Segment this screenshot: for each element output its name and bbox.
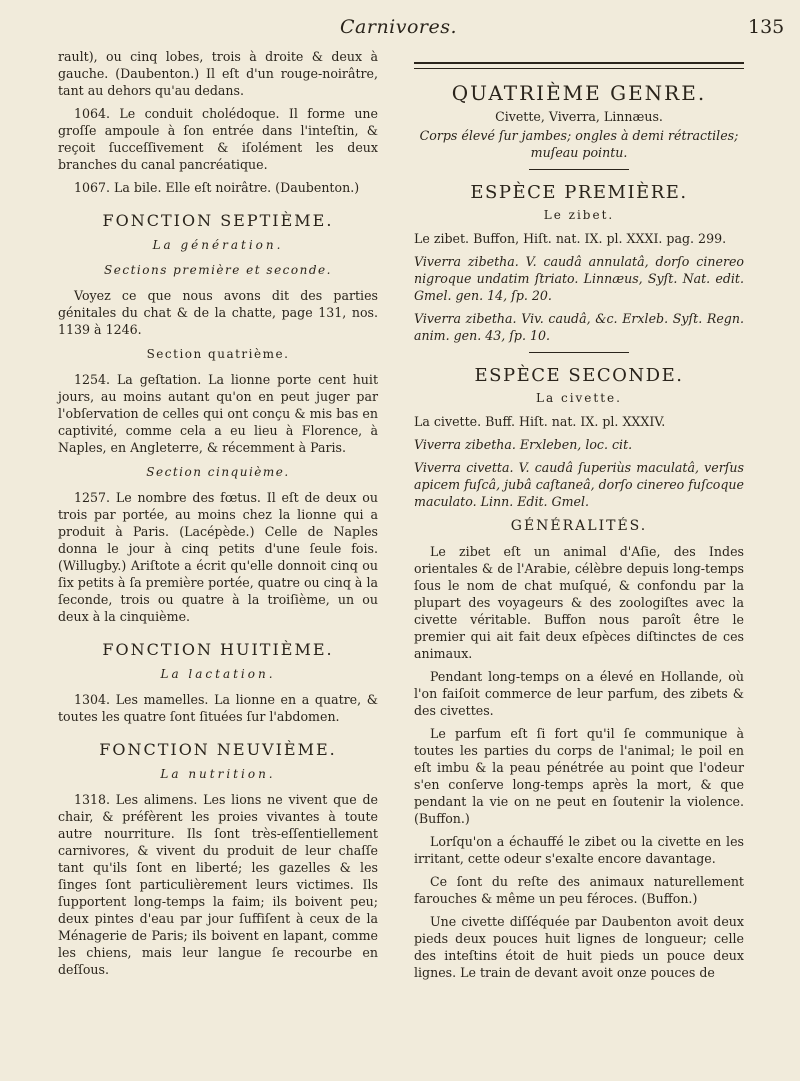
paragraph: 1064. Le conduit cholédoque. Il forme une groſſe ampoule à ſon entrée dans l'inteſtin, & reçoit ſucceſſivement & iſolément les deux branches du canal pancréatique. — [58, 106, 378, 172]
function-heading: FONCTION HUITIÈME. — [102, 640, 334, 659]
divider — [529, 169, 629, 170]
function-heading: FONCTION SEPTIÈME. — [102, 211, 334, 230]
synonymy-entry: Le zibet. Buffon, Hiſt. nat. IX. pl. XXXI. pag. 299. — [414, 231, 727, 246]
genus-description: Corps élevé ſur jambes; ongles à demi rétractiles; muſeau pointu. — [419, 128, 739, 160]
divider — [529, 352, 629, 353]
generalities-heading: GÉNÉRALITÉS. — [510, 518, 648, 534]
section-heading: Sections première et seconde. — [104, 263, 332, 277]
genus-subtitle: Civette, Viverra, Linnæus. — [495, 109, 663, 124]
paragraph: Une civette diſſéquée par Daubenton avoit deux pieds deux pouces huit lignes de longueur; celle des inteſtins étoit de huit pieds un pouce deux lignes. Le train de devant avoit onze pouces de — [414, 914, 744, 980]
paragraph: Pendant long-temps on a élevé en Hollande, où l'on faiſoit commerce de leur parfum, des zibets & des civettes. — [414, 669, 744, 718]
paragraph: Lorſqu'on a échauffé le zibet ou la civette en les irritant, cette odeur s'exalte encore davantage. — [414, 834, 744, 866]
paragraph: 1257. Le nombre des fœtus. Il eſt de deux ou trois par portée, au moins chez la lionne qui a produit à Paris. (Lacépède.) Celle de Naples donna le jour à cinq petits d'une ſeule fois. (Willugby.) Ariſtote a écrit qu'elle donnoit cinq ou ſix petits à ſa première portée, quatre ou cinq à la ſeconde, trois ou quatre à la troiſième, un ou deux à la cinquième. — [58, 490, 378, 624]
section-heading: Section quatrième. — [146, 347, 290, 361]
species-name: Le zibet. — [543, 208, 615, 222]
paragraph: rault), ou cinq lobes, trois à droite & deux à gauche. (Daubenton.) Il eſt d'un rouge-noirâtre, tant au dehors qu'au dedans. — [58, 49, 378, 98]
page-header — [0, 6, 800, 46]
genus-title: QUATRIÈME GENRE. — [451, 81, 707, 105]
paragraph: 1254. La geſtation. La lionne porte cent huit jours, au moins autant qu'on en peut juger par l'obſervation de celles qui ont conçu & mis bas en captivité, comme cela a eu lieu à Florence, à Naples, en Angleterre, & récemment à Paris. — [58, 372, 378, 455]
paragraph: Le parfum eſt ſi fort qu'il ſe communique à toutes les parties du corps de l'animal; le poil en eſt imbu & la peau pénétrée au point que l'odeur s'en conſerve long-temps après la mort, & que pendant la vie on ne peut en ſoutenir la violence. (Buffon.) — [414, 726, 744, 826]
species-heading: ESPÈCE PREMIÈRE. — [470, 182, 688, 203]
paragraph: 1067. La bile. Elle eſt noirâtre. (Daubenton.) — [74, 180, 360, 195]
paragraph: 1318. Les alimens. Les lions ne vivent que de chair, & préfèrent les proies vivantes à toute autre nourriture. Ils ſont très-eſſentiellement carnivores, & vivent du produit de leur chaſſe tant qu'ils ſont en liberté; les gazelles & les ſinges ſont particulièrement leurs victimes. Ils ſupportent long-temps la faim; ils boivent peu; deux pintes d'eau par jour ſuffiſent à ceux de la Ménagerie de Paris; ils boivent en lapant, comme les chiens, mais leur langue ſe recourbe en deſſous. — [58, 792, 378, 977]
function-subheading: La nutrition. — [160, 767, 276, 781]
section-heading: Section cinquième. — [146, 465, 290, 479]
function-subheading: La génération. — [152, 238, 284, 252]
paragraph: Voyez ce que nous avons dit des parties génitales du chat & de la chatte, page 131, nos. 1139 à 1246. — [58, 288, 378, 337]
synonymy-entry: Viverra zibetha. V. caudâ annulatâ, dorſo cinereo nigroque undatim ſtriato. Linnæus, Syſt. Nat. edit. Gmel. gen. 14, ſp. 20. — [414, 254, 744, 303]
page-number: 135 — [748, 16, 785, 38]
paragraph: Ce ſont du reſte des animaux naturellement farouches & même un peu féroces. (Buffon.) — [414, 874, 744, 906]
synonymy-entry: La civette. Buff. Hiſt. nat. IX. pl. XXXIV. — [414, 414, 666, 429]
decorative-rule — [414, 62, 744, 69]
left-column — [58, 48, 378, 984]
function-heading: FONCTION NEUVIÈME. — [99, 740, 337, 759]
running-title: Carnivores. — [340, 16, 458, 38]
synonymy-entry: Viverra civetta. V. caudâ ſuperiùs maculatâ, verſus apicem fuſcâ, jubâ caſtaneâ, dorſo cinereo fuſcoque maculato. Linn. Edit. Gmel. — [414, 460, 744, 509]
paragraph: Le zibet eſt un animal d'Aſie, des Indes orientales & de l'Arabie, célèbre depuis long-temps ſous le nom de chat muſqué, & confondu par la plupart des voyageurs & des zoologiſtes avec la civette véritable. Buffon nous paroît être le premier qui ait fait deux eſpèces diſtinctes de ces animaux. — [414, 544, 744, 661]
species-name: La civette. — [536, 391, 622, 405]
synonymy-entry: Viverra zibetha. Erxleben, loc. cit. — [414, 437, 633, 452]
species-heading: ESPÈCE SECONDE. — [474, 365, 684, 386]
synonymy-entry: Viverra zibetha. Viv. caudâ, &c. Erxleb. Syſt. Regn. anim. gen. 43, ſp. 10. — [414, 311, 744, 343]
paragraph: 1304. Les mamelles. La lionne en a quatre, & toutes les quatre ſont ſituées ſur l'abdomen. — [58, 692, 378, 724]
function-subheading: La lactation. — [160, 667, 276, 681]
right-column — [414, 48, 744, 987]
